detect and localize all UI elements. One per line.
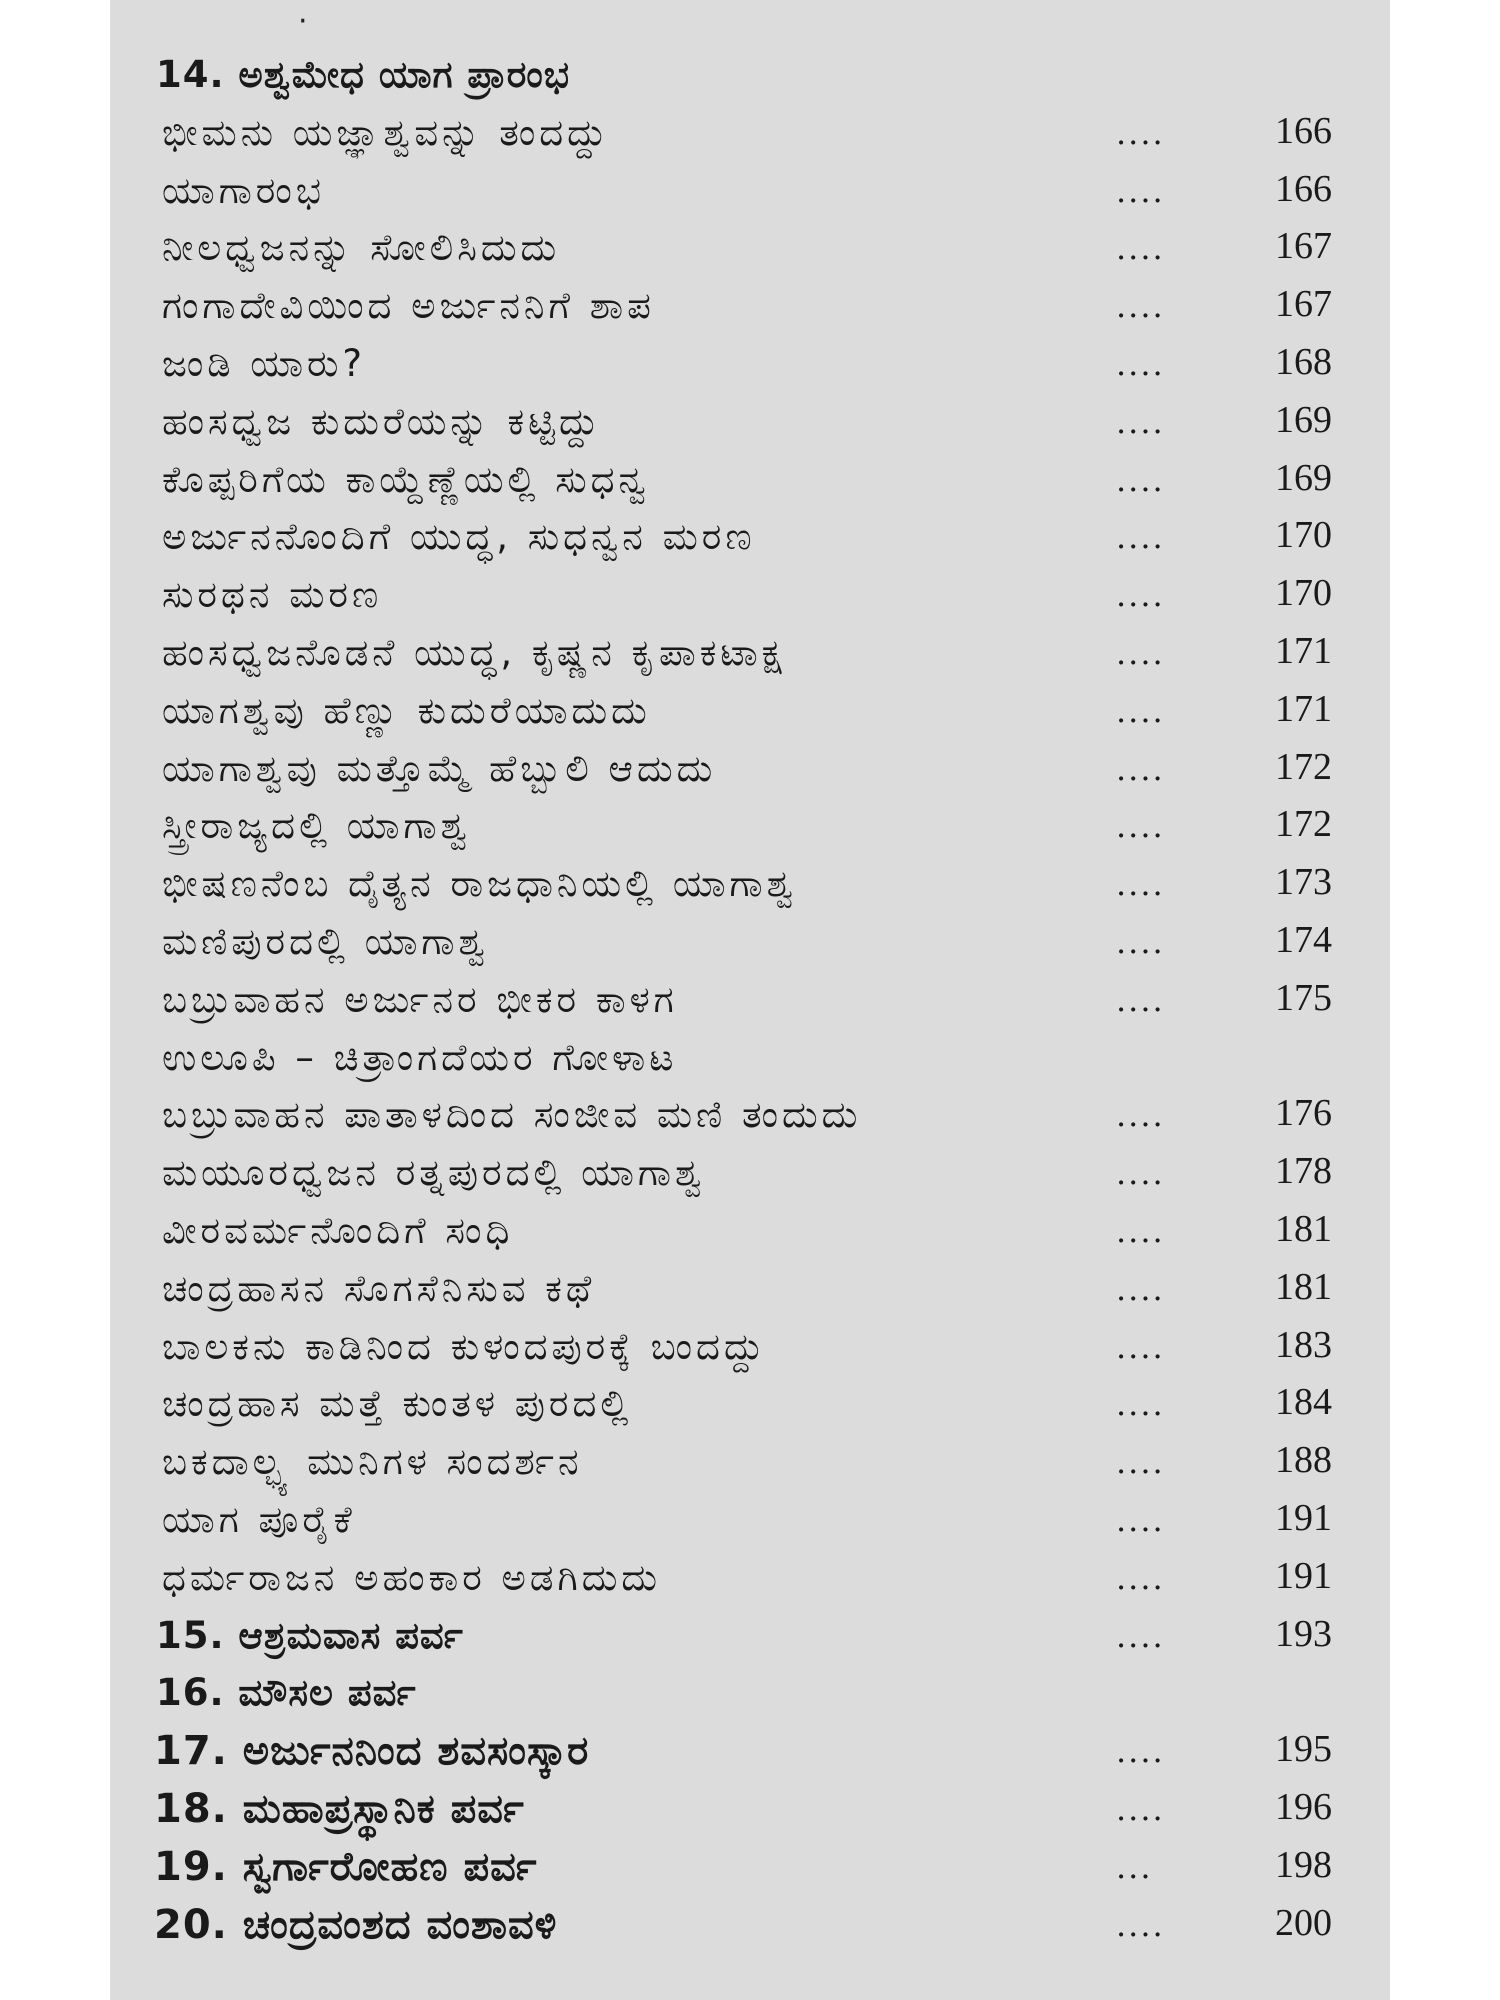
- toc-section-heading: [110, 1722, 1390, 1780]
- toc-leader-dots: ....: [1116, 1327, 1165, 1366]
- toc-entry-title: 14. ಅಶ್ವಮೇಧ ಯಾಗ ಪ್ರಾರಂಭ: [156, 53, 571, 96]
- toc-entry: [110, 1433, 1390, 1491]
- toc-entry-title: ವೀರವರ್ಮನೊಂದಿಗೆ ಸಂಧಿ: [162, 1208, 514, 1252]
- toc-page-number: 166: [1275, 167, 1332, 210]
- toc-leader-dots: ...: [1116, 1847, 1153, 1886]
- toc-page-number: 191: [1275, 1554, 1332, 1597]
- toc-entry: [110, 682, 1390, 740]
- toc-entry-title: ಯಾಗಾರಂಭ: [162, 168, 326, 212]
- toc-entry-title: ಅರ್ಜುನನೊಂದಿಗೆ ಯುದ್ಧ, ಸುಧನ್ವನ ಮರಣ: [162, 515, 756, 559]
- toc-leader-dots: ....: [1116, 229, 1165, 268]
- toc-page-number: 183: [1275, 1323, 1332, 1366]
- toc-leader-dots: ....: [1116, 1558, 1165, 1597]
- toc-entry-title: ಚಂದ್ರಹಾಸನ ಸೊಗಸೆನಿಸುವ ಕಥೆ: [162, 1266, 596, 1310]
- toc-page-number: 173: [1275, 861, 1332, 904]
- toc-entry-title: ಗಂಗಾದೇವಿಯಿಂದ ಅರ್ಜುನನಿಗೆ ಶಾಪ: [162, 284, 655, 328]
- toc-leader-dots: ....: [1116, 518, 1165, 557]
- toc-entry-title: ಸುರಥನ ಮರಣ: [162, 573, 383, 617]
- table-of-contents: [110, 46, 1390, 1953]
- toc-page-number: 172: [1275, 745, 1332, 788]
- toc-entry: [110, 1260, 1390, 1318]
- toc-entry-title: 15. ಆಶ್ರಮವಾಸ ಪರ್ವ: [156, 1613, 464, 1657]
- toc-entry: [110, 508, 1390, 566]
- toc-entry-title: 18. ಮಹಾಪ್ರಸ್ಥಾನಿಕ ಪರ್ವ: [154, 1785, 525, 1832]
- toc-page-number: 188: [1275, 1439, 1332, 1482]
- toc-page-number: 169: [1275, 456, 1332, 499]
- toc-page-number: 167: [1275, 225, 1332, 268]
- toc-entry-title: ಹಂಸಧ್ವಜನೊಡನೆ ಯುದ್ಧ, ಕೃಷ್ಣನ ಕೃಪಾಕಟಾಕ್ಷ: [162, 630, 786, 674]
- toc-entry: [110, 335, 1390, 393]
- toc-page-number: 172: [1275, 803, 1332, 846]
- toc-leader-dots: ....: [1116, 807, 1165, 846]
- toc-leader-dots: ....: [1116, 344, 1165, 383]
- toc-entry-title: ಯಾಗಶ್ವವು ಹೆಣ್ಣು ಕುದುರೆಯಾದುದು: [162, 688, 651, 732]
- toc-leader-dots: ....: [1116, 749, 1165, 788]
- toc-page-number: 195: [1275, 1728, 1332, 1771]
- toc-leader-dots: ....: [1116, 1616, 1165, 1655]
- toc-entry: [110, 624, 1390, 682]
- toc-page-number: 191: [1275, 1496, 1332, 1539]
- toc-entry-title: ಚಂದ್ರಹಾಸ ಮತ್ತೆ ಕುಂತಳ ಪುರದಲ್ಲಿ: [162, 1382, 633, 1426]
- toc-page-number: 181: [1275, 1265, 1332, 1308]
- toc-page-number: 181: [1275, 1207, 1332, 1250]
- toc-entry: [110, 1491, 1390, 1549]
- toc-leader-dots: ....: [1116, 980, 1165, 1019]
- toc-entry-title: ನೀಲಧ್ವಜನನ್ನು ಸೋಲಿಸಿದುದು: [162, 226, 561, 270]
- toc-page-number: 170: [1275, 514, 1332, 557]
- toc-leader-dots: ....: [1116, 402, 1165, 441]
- toc-entry: [110, 1549, 1390, 1607]
- toc-page-number: 193: [1275, 1612, 1332, 1655]
- toc-leader-dots: ....: [1116, 1096, 1165, 1135]
- toc-page-number: 198: [1275, 1843, 1332, 1886]
- toc-page-number: 174: [1275, 918, 1332, 961]
- toc-leader-dots: ....: [1116, 171, 1165, 210]
- toc-entry-title: ಕೊಪ್ಪರಿಗೆಯ ಕಾಯ್ದೆಣ್ಣೆಯಲ್ಲಿ ಸುಧನ್ವ: [162, 457, 650, 501]
- toc-entry: [110, 971, 1390, 1029]
- toc-entry: [110, 1029, 1390, 1087]
- toc-entry-title: 17. ಅರ್ಜುನನಿಂದ ಶವಸಂಸ್ಕಾರ: [154, 1728, 590, 1775]
- toc-entry-title: ಸ್ತ್ರೀರಾಜ್ಯದಲ್ಲಿ ಯಾಗಾಶ್ವ: [162, 804, 472, 848]
- toc-section-heading: [110, 1780, 1390, 1838]
- toc-entry-title: ಧರ್ಮರಾಜನ ಅಹಂಕಾರ ಅಡಗಿದುದು: [162, 1555, 662, 1599]
- toc-entry-title: ಬಬ್ರುವಾಹನ ಅರ್ಜುನರ ಭೀಕರ ಕಾಳಗ: [162, 977, 678, 1021]
- toc-page-number: 168: [1275, 340, 1332, 383]
- toc-entry: [110, 1202, 1390, 1260]
- toc-entry-title: ಭೀಮನು ಯಜ್ಞಾಶ್ವವನ್ನು ತಂದದ್ದು: [162, 110, 611, 154]
- toc-page-number: 167: [1275, 283, 1332, 326]
- toc-entry-title: 16. ಮೌಸಲ ಪರ್ವ: [156, 1671, 417, 1715]
- toc-leader-dots: ....: [1116, 865, 1165, 904]
- toc-page-number: 171: [1275, 629, 1332, 672]
- toc-page-number: 178: [1275, 1150, 1332, 1193]
- toc-leader-dots: ....: [1116, 922, 1165, 961]
- toc-entry-title: ಬಬ್ರುವಾಹನ ಪಾತಾಳದಿಂದ ಸಂಜೀವ ಮಣಿ ತಂದುದು: [162, 1093, 862, 1137]
- toc-entry-title: ಮಣಿಪುರದಲ್ಲಿ ಯಾಗಾಶ್ವ: [162, 919, 490, 963]
- toc-entry-title: ಬಾಲಕನು ಕಾಡಿನಿಂದ ಕುಳಂದಪುರಕ್ಕೆ ಬಂದದ್ದು: [162, 1324, 767, 1368]
- toc-page-number: 184: [1275, 1381, 1332, 1424]
- toc-leader-dots: ....: [1116, 1500, 1165, 1539]
- toc-leader-dots: ....: [1116, 576, 1165, 615]
- ink-dot: ·: [298, 4, 308, 39]
- toc-leader-dots: ....: [1116, 1732, 1165, 1771]
- toc-leader-dots: ....: [1116, 460, 1165, 499]
- toc-leader-dots: ....: [1116, 287, 1165, 326]
- toc-entry: [110, 162, 1390, 220]
- toc-leader-dots: ....: [1116, 1154, 1165, 1193]
- toc-leader-dots: ....: [1116, 1269, 1165, 1308]
- toc-leader-dots: ....: [1116, 1385, 1165, 1424]
- toc-section-heading: [110, 1838, 1390, 1896]
- toc-entry: [110, 797, 1390, 855]
- toc-entry: [110, 1144, 1390, 1202]
- toc-entry-title: ಉಲೂಪಿ – ಚಿತ್ರಾಂಗದೆಯರ ಗೋಳಾಟ: [162, 1035, 678, 1079]
- toc-leader-dots: ....: [1116, 633, 1165, 672]
- toc-entry-title: ಯಾಗ ಪೂರೈಕೆ: [162, 1497, 356, 1541]
- toc-entry: [110, 277, 1390, 335]
- toc-entry: [110, 1318, 1390, 1376]
- book-page: [110, 0, 1390, 2000]
- toc-entry: [110, 1375, 1390, 1433]
- toc-entry: [110, 393, 1390, 451]
- toc-entry: [110, 1086, 1390, 1144]
- toc-entry-title: ಜಂಡಿ ಯಾರು?: [162, 341, 366, 385]
- toc-entry-title: ಬಕದಾಲ್ಭ್ಯ ಮುನಿಗಳ ಸಂದರ್ಶನ: [162, 1440, 583, 1484]
- toc-entry-title: ಭೀಷಣನೆಂಬ ದೈತ್ಯನ ರಾಜಧಾನಿಯಲ್ಲಿ ಯಾಗಾಶ್ವ: [162, 862, 798, 906]
- toc-section-heading: [110, 46, 1390, 104]
- toc-leader-dots: ....: [1116, 691, 1165, 730]
- toc-entry-title: 20. ಚಂದ್ರವಂಶದ ವಂಶಾವಳಿ: [154, 1901, 558, 1948]
- toc-section-heading: [110, 1896, 1390, 1954]
- toc-entry-title: 19. ಸ್ವರ್ಗಾರೋಹಣ ಪರ್ವ: [154, 1843, 538, 1890]
- toc-entry: [110, 740, 1390, 798]
- toc-leader-dots: ....: [1116, 1789, 1165, 1828]
- toc-section-heading: [110, 1607, 1390, 1665]
- toc-entry-title: ಹಂಸಧ್ವಜ ಕುದುರೆಯನ್ನು ಕಟ್ಟಿದ್ದು: [162, 399, 603, 443]
- toc-leader-dots: ....: [1116, 1905, 1165, 1944]
- toc-page-number: 175: [1275, 976, 1332, 1019]
- toc-entry-title: ಯಾಗಾಶ್ವವು ಮತ್ತೊಮ್ಮೆ ಹೆಬ್ಬುಲಿ ಆದುದು: [162, 746, 717, 790]
- toc-page-number: 200: [1275, 1901, 1332, 1944]
- toc-entry: [110, 913, 1390, 971]
- toc-entry: [110, 855, 1390, 913]
- toc-entry: [110, 219, 1390, 277]
- toc-leader-dots: ....: [1116, 1211, 1165, 1250]
- toc-section-heading: [110, 1664, 1390, 1722]
- toc-page-number: 171: [1275, 687, 1332, 730]
- toc-leader-dots: ....: [1116, 1443, 1165, 1482]
- toc-entry: [110, 451, 1390, 509]
- toc-page-number: 176: [1275, 1092, 1332, 1135]
- toc-page-number: 196: [1275, 1785, 1332, 1828]
- toc-page-number: 170: [1275, 572, 1332, 615]
- toc-entry-title: ಮಯೂರಧ್ವಜನ ರತ್ನಪುರದಲ್ಲಿ ಯಾಗಾಶ್ವ: [162, 1151, 706, 1195]
- toc-page-number: 169: [1275, 398, 1332, 441]
- toc-page-number: 166: [1275, 109, 1332, 152]
- toc-entry: [110, 104, 1390, 162]
- toc-leader-dots: ....: [1116, 113, 1165, 152]
- toc-entry: [110, 566, 1390, 624]
